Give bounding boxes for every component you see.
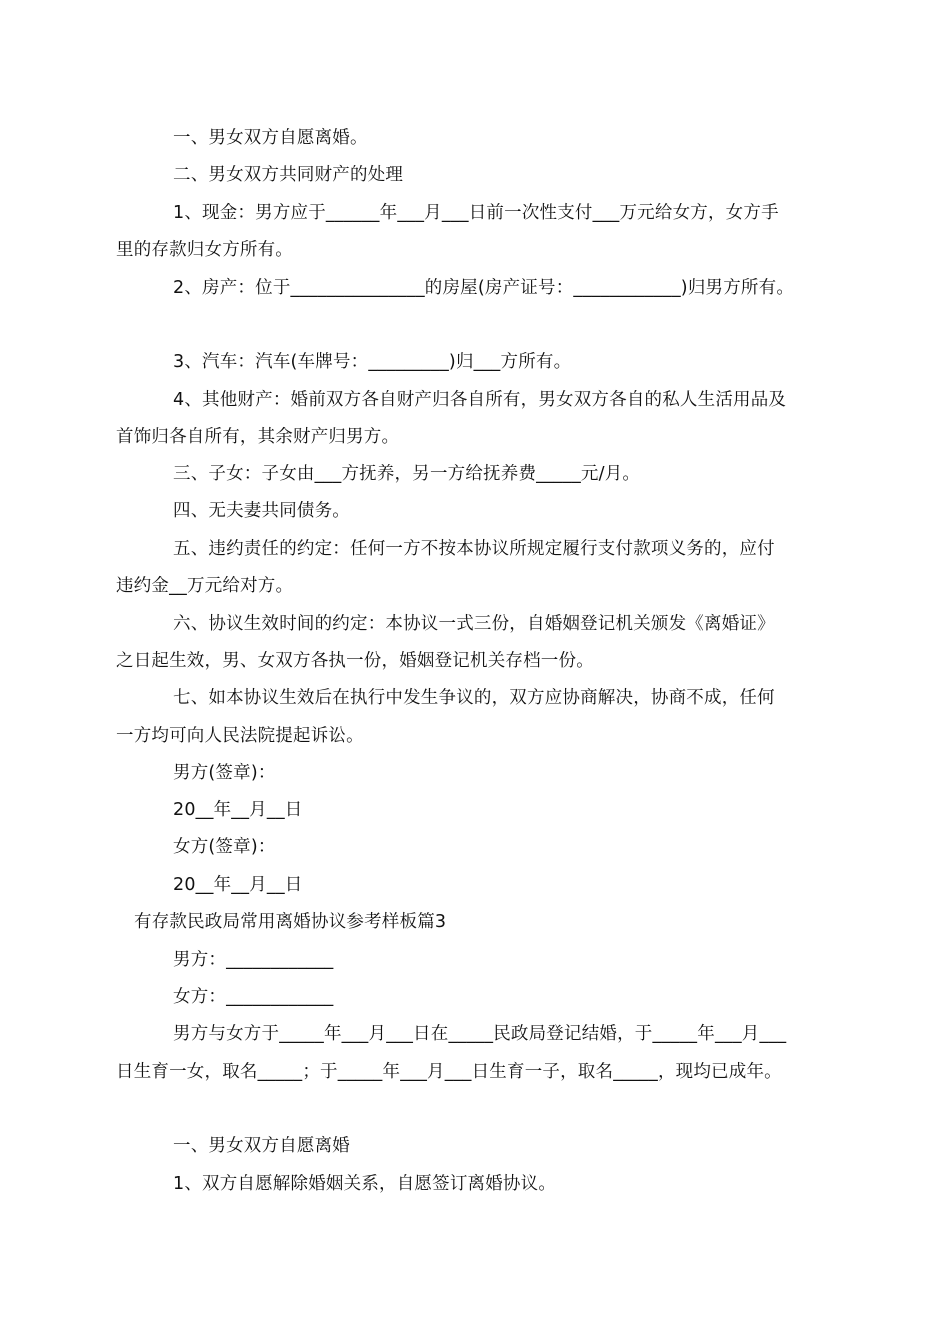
clause-5-breach-line-2: 违约金__万元给对方。 xyxy=(116,576,294,596)
male-signature-label: 男方(签章)： xyxy=(173,763,276,783)
male-name-line: 男方：____________ xyxy=(173,950,334,970)
female-signature-date: 20__年__月__日 xyxy=(173,875,303,895)
part-3-clause-1-heading: 一、男女双方自愿离婚 xyxy=(173,1136,350,1156)
clause-6-effective-line-2: 之日起生效，男、女双方各执一份，婚姻登记机关存档一份。 xyxy=(116,651,594,671)
clause-4-debts: 四、无夫妻共同债务。 xyxy=(173,501,350,521)
marriage-info-line-1: 男方与女方于_____年___月___日在_____民政局登记结婚，于_____年___月___ xyxy=(173,1024,787,1044)
part-3-clause-1-item-1: 1、双方自愿解除婚姻关系，自愿签订离婚协议。 xyxy=(173,1174,557,1194)
clause-7-dispute-line-1: 七、如本协议生效后在执行中发生争议的，双方应协商解决，协商不成，任何 xyxy=(173,688,775,708)
section-title-part-3: 有存款民政局常用离婚协议参考样板篇3 xyxy=(134,912,447,932)
female-signature-label: 女方(签章)： xyxy=(173,837,276,857)
clause-2-property-heading: 二、男女双方共同财产的处理 xyxy=(173,165,404,185)
clause-7-dispute-line-2: 一方均可向人民法院提起诉讼。 xyxy=(116,726,364,746)
property-other-line-1: 4、其他财产：婚前双方各自财产归各自所有，男女双方各自的私人生活用品及 xyxy=(173,390,787,410)
clause-6-effective-line-1: 六、协议生效时间的约定：本协议一式三份，自婚姻登记机关颁发《离婚证》 xyxy=(173,614,775,634)
property-car-line: 3、汽车：汽车(车牌号：_________)归___方所有。 xyxy=(173,352,572,372)
property-house-line: 2、房产：位于_______________的房屋(房产证号：____________)归男方所有。 xyxy=(173,278,795,298)
female-name-line: 女方：____________ xyxy=(173,987,334,1007)
male-signature-date: 20__年__月__日 xyxy=(173,800,303,820)
clause-1-voluntary-divorce: 一、男女双方自愿离婚。 xyxy=(173,128,368,148)
property-cash-line-2: 里的存款归女方所有。 xyxy=(116,240,293,260)
property-other-line-2: 首饰归各自所有，其余财产归男方。 xyxy=(116,427,400,447)
clause-5-breach-line-1: 五、违约责任的约定：任何一方不按本协议所规定履行支付款项义务的，应付 xyxy=(173,539,775,559)
property-cash-line-1: 1、现金：男方应于______年___月___日前一次性支付___万元给女方，女方手 xyxy=(173,203,779,223)
clause-3-children: 三、子女：子女由___方抚养，另一方给抚养费_____元/月。 xyxy=(173,464,641,484)
marriage-info-line-2: 日生育一女，取名_____；于_____年___月___日生育一子，取名_____，现均已成年。 xyxy=(116,1062,782,1082)
